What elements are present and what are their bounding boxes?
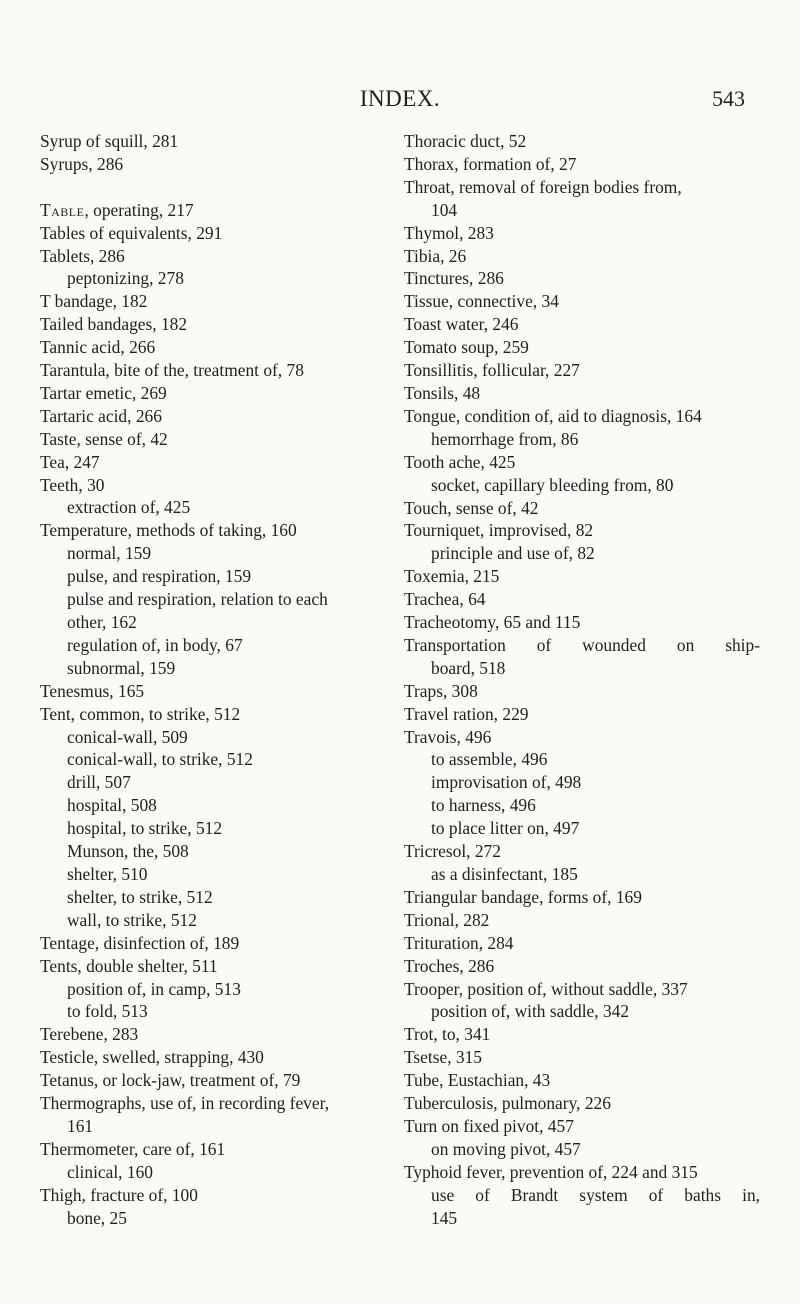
- index-continuation: board, 518: [431, 657, 506, 678]
- index-column-right: [404, 130, 760, 1230]
- index-subentry: hospital, to strike, 512: [67, 818, 223, 839]
- page-title: INDEX.: [359, 86, 441, 111]
- index-entry: Temperature, methods of taking, 160: [40, 520, 297, 541]
- index-entry: Tuberculosis, pulmonary, 226: [404, 1093, 611, 1114]
- index-entry: Tent, common, to strike, 512: [40, 703, 241, 724]
- index-entry: Turn on fixed pivot, 457: [404, 1115, 574, 1136]
- index-entry: Syrups, 286: [40, 153, 124, 174]
- index-entry: Tonsillitis, follicular, 227: [404, 360, 580, 381]
- index-subentry: extraction of, 425: [67, 497, 191, 518]
- index-entry: Thorax, formation of, 27: [404, 153, 577, 174]
- index-entry: Tea, 247: [40, 451, 100, 472]
- index-subentry: regulation of, in body, 67: [67, 634, 243, 655]
- index-entry: Thigh, fracture of, 100: [40, 1184, 198, 1205]
- index-subentry: improvisation of, 498: [431, 772, 582, 793]
- index-entry: Teeth, 30: [40, 474, 105, 495]
- index-subentry: on moving pivot, 457: [431, 1138, 581, 1159]
- index-entry: Taste, sense of, 42: [40, 428, 168, 449]
- index-entry: Touch, sense of, 42: [404, 497, 539, 518]
- index-subentry: pulse, and respiration, 159: [67, 566, 252, 587]
- index-entry: Trot, to, 341: [404, 1024, 491, 1045]
- index-entry: Tibia, 26: [404, 245, 467, 266]
- index-subentry: to harness, 496: [431, 795, 536, 816]
- index-entry: Typhoid fever, prevention of, 224 and 315: [404, 1161, 698, 1182]
- index-entry: Tailed bandages, 182: [40, 314, 188, 335]
- index-entry: Tonsils, 48: [404, 382, 481, 403]
- index-entry: Transportation of wounded on ship-: [404, 634, 760, 655]
- index-continuation: other, 162: [67, 612, 137, 633]
- index-continuation: 145: [431, 1207, 458, 1228]
- index-entry: Tarantula, bite of the, treatment of, 78: [40, 360, 304, 381]
- index-entry: Trional, 282: [404, 909, 490, 930]
- index-continuation: 104: [431, 199, 458, 220]
- index-entry: Thoracic duct, 52: [404, 131, 527, 151]
- index-entry: Tables of equivalents, 291: [40, 222, 223, 243]
- index-entry: Thymol, 283: [404, 222, 494, 243]
- index-entry: Terebene, 283: [40, 1024, 139, 1045]
- index-entry: Throat, removal of foreign bodies from,: [404, 176, 682, 197]
- page-number: 543: [712, 86, 745, 111]
- index-entry: Tartaric acid, 266: [40, 405, 162, 426]
- index-subentry: wall, to strike, 512: [67, 909, 197, 930]
- index-entry: Tents, double shelter, 511: [40, 955, 218, 976]
- index-continuation: 161: [67, 1115, 94, 1136]
- page-header: [0, 84, 800, 114]
- index-entry: Tooth ache, 425: [404, 451, 516, 472]
- index-entry: Tentage, disinfection of, 189: [40, 932, 240, 953]
- index-subentry: hemorrhage from, 86: [431, 428, 579, 449]
- index-entry: Traps, 308: [404, 680, 478, 701]
- index-subentry: normal, 159: [67, 543, 152, 564]
- index-entry: Tourniquet, improvised, 82: [404, 520, 594, 541]
- index-entry: Thermographs, use of, in recording fever,: [40, 1093, 330, 1114]
- index-entry: T bandage, 182: [40, 291, 148, 312]
- index-subentry: as a disinfectant, 185: [431, 864, 578, 884]
- index-subentry: clinical, 160: [67, 1161, 153, 1182]
- index-entry: Tsetse, 315: [404, 1047, 482, 1068]
- index-entry: Tannic acid, 266: [40, 337, 156, 358]
- index-entry: Tracheotomy, 65 and 115: [404, 612, 581, 633]
- index-entry: Testicle, swelled, strapping, 430: [40, 1047, 264, 1068]
- index-entry: Trituration, 284: [404, 932, 514, 953]
- index-subentry: position of, with saddle, 342: [431, 1001, 630, 1022]
- index-entry: Tartar emetic, 269: [40, 382, 167, 403]
- index-entry: Trooper, position of, without saddle, 337: [404, 978, 688, 999]
- index-subentry: subnormal, 159: [67, 657, 176, 678]
- index-subentry: peptonizing, 278: [67, 268, 184, 289]
- index-column-left: [40, 130, 385, 1229]
- index-entry: Triangular bandage, forms of, 169: [404, 886, 642, 907]
- index-entry: Travel ration, 229: [404, 703, 529, 724]
- index-subentry: socket, capillary bleeding from, 80: [431, 474, 674, 495]
- index-entry: Tissue, connective, 34: [404, 291, 559, 312]
- index-subentry: bone, 25: [67, 1207, 127, 1228]
- index-entry: Toast water, 246: [404, 314, 519, 335]
- index-subentry: position of, in camp, 513: [67, 978, 241, 999]
- index-entry: Tomato soup, 259: [404, 337, 529, 358]
- index-subentry: shelter, to strike, 512: [67, 886, 213, 907]
- index-subentry: drill, 507: [67, 772, 131, 793]
- index-entry: Tinctures, 286: [404, 268, 504, 289]
- index-entry: Syrup of squill, 281: [40, 131, 179, 151]
- index-entry: Toxemia, 215: [404, 566, 500, 587]
- index-subentry: use of Brandt system of baths in,: [431, 1184, 760, 1205]
- index-subentry: Munson, the, 508: [67, 841, 189, 862]
- index-subentry: conical-wall, 509: [67, 726, 188, 747]
- index-subentry: conical-wall, to strike, 512: [67, 749, 253, 770]
- index-entry: Tongue, condition of, aid to diagnosis, 164: [404, 405, 702, 426]
- index-subentry: to assemble, 496: [431, 749, 548, 770]
- index-entry: Troches, 286: [404, 955, 495, 976]
- index-subentry: hospital, 508: [67, 795, 157, 816]
- index-entry: Tenesmus, 165: [40, 680, 145, 701]
- index-entry: Tablets, 286: [40, 245, 125, 266]
- index-entry: Tricresol, 272: [404, 841, 501, 862]
- index-subentry: to fold, 513: [67, 1001, 148, 1022]
- index-subentry: shelter, 510: [67, 863, 148, 884]
- index-entry: Trachea, 64: [404, 589, 486, 610]
- index-entry: Thermometer, care of, 161: [40, 1138, 226, 1159]
- index-subentry: to place litter on, 497: [431, 818, 580, 839]
- index-entry: Travois, 496: [404, 726, 492, 747]
- index-entry: Tube, Eustachian, 43: [404, 1070, 551, 1091]
- index-subentry: principle and use of, 82: [431, 543, 595, 564]
- index-entry: Table, operating, 217: [40, 199, 194, 220]
- index-entry: Tetanus, or lock-jaw, treatment of, 79: [40, 1070, 301, 1091]
- index-subentry: pulse and respiration, relation to each: [67, 589, 328, 610]
